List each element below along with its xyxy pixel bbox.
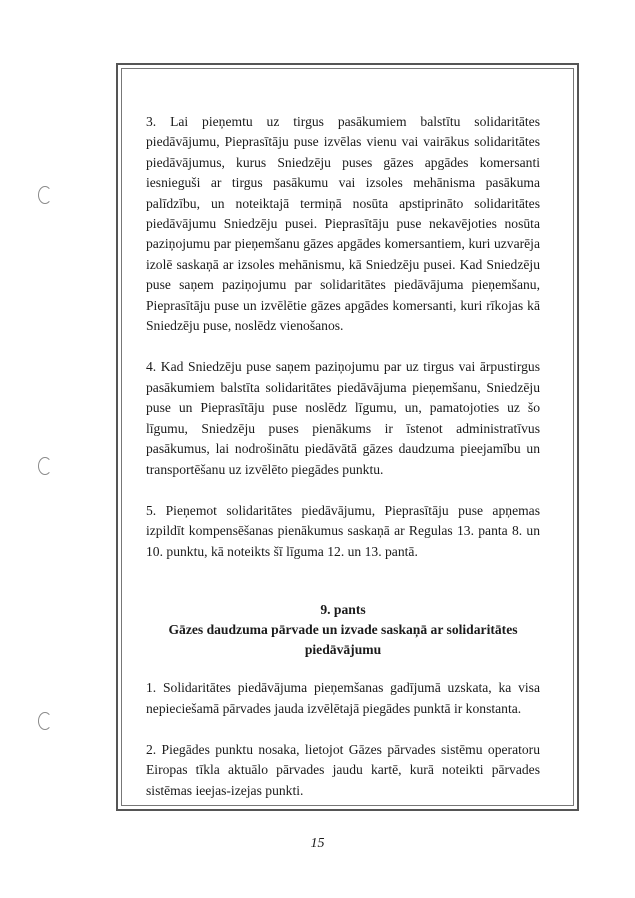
document-body <box>146 112 540 822</box>
page-number: 15 <box>310 836 325 851</box>
punch-hole-mark <box>38 457 52 475</box>
punch-hole-mark <box>38 712 52 730</box>
article-title: Gāzes daudzuma pārvade un izvade saskaņā ar solidaritātes piedāvājumu <box>168 622 518 658</box>
article-paragraph-2: 2. Piegādes punktu nosaka, lietojot Gāzes pārvades sistēmu operatoru Eiropas tīkla aktuālo pārvades jaudu kartē, kurā noteikti pārvades sistēmas ieejas-izejas punkti. <box>146 741 540 798</box>
paragraph-5: 5. Pieņemot solidaritātes piedāvājumu, Pieprasītāju puse apņemas izpildīt kompensēšanas pienākumus saskaņā ar Regulas 13. panta 8. un 10. punktu, kā noteikts šī līguma 12. un 13. pantā. <box>146 502 540 559</box>
paragraph-3: 3. Lai pieņemtu uz tirgus pasākumiem balstītu solidaritātes piedāvājumu, Pieprasītāju puse izvēlas vienu vai vairākus solidaritātes piedāvājumus, kurus Sniedzēju puses gāzes apgādes komersanti iesnieguši ar tirgus pasākumu vai izsoles mehānisma pasākuma palīdzību, un noteiktajā termiņā nosūta apstiprināto solidaritātes piedāvājumu Sniedzēju pusei. Pieprasītāju puse nekavējoties nosūta paziņojumu par pieņemšanu gāzes apgādes komersantiem, kuri uzvarēja izolē saskaņā ar izsoles mehānismu, kā Sniedzēju pusei. Kad Sniedzēju puse saņem paziņojumu par solidaritātes piedāvājuma pieņemšanu, Pieprasītāju puse un izvēlētie gāzes apgādes komersanti, kuri rīkojas kā Sniedzēju puse, noslēdz vienošanos. <box>146 114 540 334</box>
article-number: 9. pants <box>320 602 366 618</box>
punch-hole-mark <box>38 186 52 204</box>
article-paragraph-1: 1. Solidaritātes piedāvājuma pieņemšanas gadījumā uzskata, ka visa nepieciešamā pārvades jauda izvēlētajā piegādes punktā ir konstanta. <box>146 680 540 716</box>
paragraph-4: 4. Kad Sniedzēju puse saņem paziņojumu par uz tirgus vai ārpustirgus pasākumiem balstīta solidaritātes piedāvājuma pieņemšanu, Sniedzēju puse un Pieprasītāju puse noslēdz līgumu, un, pamatojoties uz šo līgumu, Sniedzēju puses pienākums ir īstenot administratīvus pasākumus, lai nodrošinātu piedāvātā gāzes daudzuma pieejamību un transportēšanu uz izvēlēto piegādes punktu. <box>146 359 540 477</box>
